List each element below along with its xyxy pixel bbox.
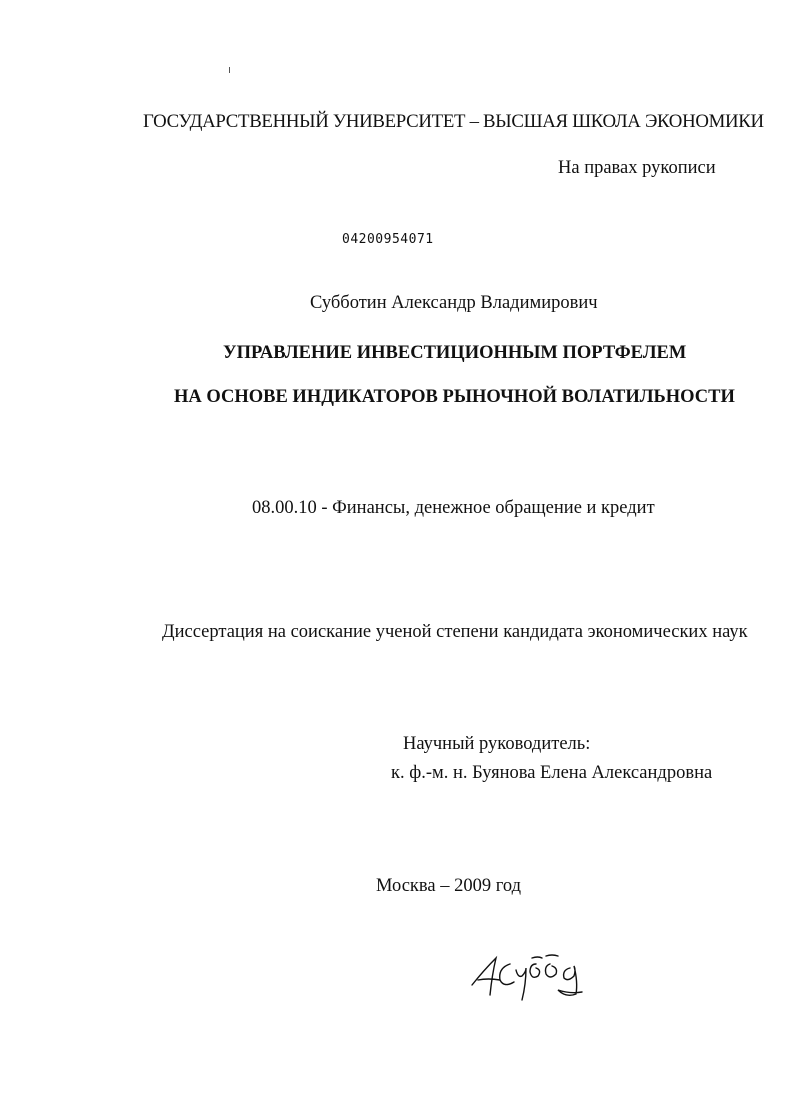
- registry-number: 04200954071: [342, 232, 434, 247]
- university-name: ГОСУДАРСТВЕННЫЙ УНИВЕРСИТЕТ – ВЫСШАЯ ШКОЛА ЭКОНОМИКИ: [143, 111, 764, 132]
- supervisor-name: к. ф.-м. н. Буянова Елена Александровна: [391, 763, 713, 783]
- supervisor-label: Научный руководитель:: [403, 734, 591, 754]
- title-line-1: УПРАВЛЕНИЕ ИНВЕСТИЦИОННЫМ ПОРТФЕЛЕМ: [223, 343, 687, 363]
- scan-mark: [229, 67, 230, 73]
- author-name: Субботин Александр Владимирович: [310, 293, 598, 313]
- manuscript-note: На правах рукописи: [558, 158, 716, 178]
- place-year: Москва – 2009 год: [376, 876, 521, 896]
- specialty: 08.00.10 - Финансы, денежное обращение и кредит: [252, 498, 655, 518]
- title-line-2: НА ОСНОВЕ ИНДИКАТОРОВ РЫНОЧНОЙ ВОЛАТИЛЬНОСТИ: [174, 387, 735, 407]
- signature: [470, 950, 590, 1010]
- degree: Диссертация на соискание ученой степени кандидата экономических наук: [162, 622, 748, 642]
